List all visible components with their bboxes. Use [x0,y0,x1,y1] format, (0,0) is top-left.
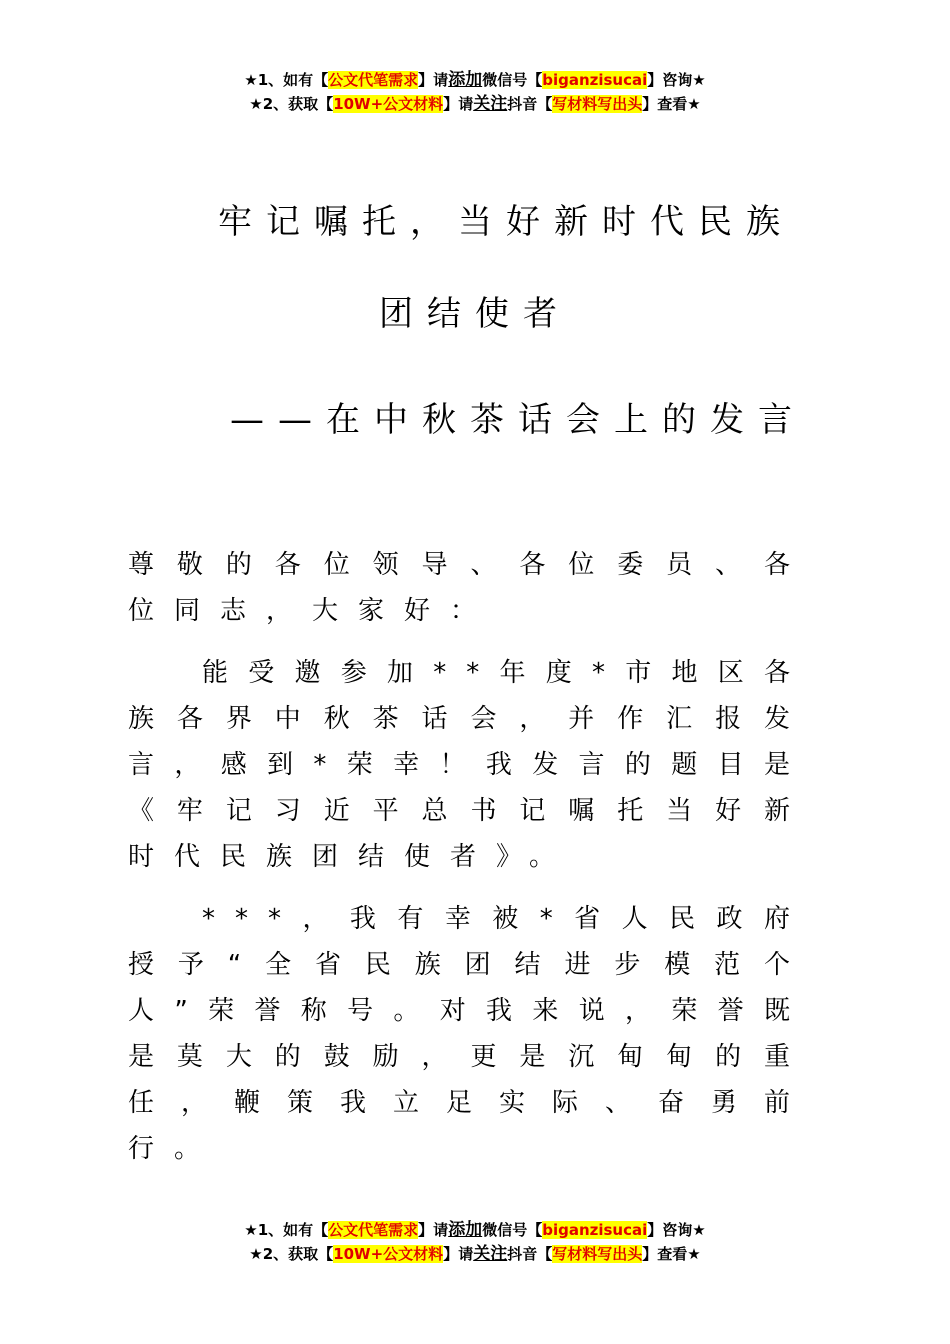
document-subtitle: ——在中秋茶话会上的发言 [230,400,806,440]
banner-text: 】咨询★ [647,1221,706,1239]
highlight-service: 公文代笔需求 [328,1221,419,1239]
banner-text: 】咨询★ [647,71,706,89]
underline-follow: 关注 [473,1244,508,1264]
header-banner [0,68,950,116]
banner-text: 微信号【 [482,71,543,89]
banner-line-1 [0,68,950,92]
highlight-douyin-name: 写材料写出头 [552,95,643,113]
highlight-wechat-id: biganzisucai [542,71,648,89]
document-title-line-1: 牢记嘱托，当好新时代民族 [218,202,794,242]
document-title-line-2: 团结使者 [379,294,571,334]
paragraph-1: 能受邀参加**年度*市地区各族各界中秋茶话会，并作汇报发言，感到*荣幸！我发言的题目是《牢记习近平总书记嘱托当好新时代民族团结使者》。 [128,658,810,872]
banner-line-2 [0,92,950,116]
underline-add: 添加 [448,1220,483,1240]
highlight-service: 公文代笔需求 [328,71,419,89]
banner-text: 抖音【 [507,95,553,113]
banner-text: ★2、获取【 [249,1245,334,1263]
banner-line-1 [0,1218,950,1242]
banner-text: 】请 [443,1245,474,1263]
banner-text: 】请 [443,95,474,113]
banner-text: 微信号【 [482,1221,543,1239]
highlight-materials: 10W+公文材料 [333,95,444,113]
banner-text: 】查看★ [642,1245,701,1263]
paragraph-2: ***，我有幸被*省人民政府授予“全省民族团结进步模范个人”荣誉称号。对我来说，荣誉既是莫大的鼓励，更是沉甸甸的重任，鞭策我立足实际、奋勇前行。 [128,904,810,1164]
highlight-wechat-id: biganzisucai [542,1221,648,1239]
highlight-douyin-name: 写材料写出头 [552,1245,643,1263]
banner-text: 抖音【 [507,1245,553,1263]
underline-follow: 关注 [473,94,508,114]
highlight-materials: 10W+公文材料 [333,1245,444,1263]
banner-text: 】请 [418,71,449,89]
banner-line-2 [0,1242,950,1266]
banner-text: ★1、如有【 [244,1221,329,1239]
underline-add: 添加 [448,70,483,90]
banner-text: ★2、获取【 [249,95,334,113]
banner-text: 】查看★ [642,95,701,113]
salutation: 尊敬的各位领导、各位委员、各位同志，大家好： [128,550,810,626]
banner-text: ★1、如有【 [244,71,329,89]
footer-banner [0,1218,950,1266]
banner-text: 】请 [418,1221,449,1239]
